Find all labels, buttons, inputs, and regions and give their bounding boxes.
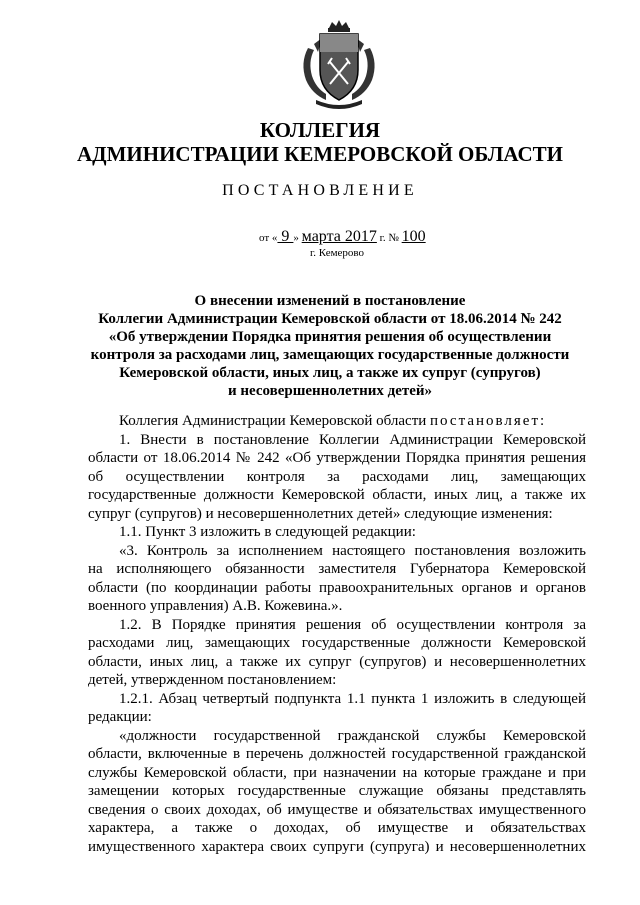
body-line: службы Кемеровской области, при назначении на которые граждане и при (88, 764, 586, 781)
title-line: и несовершеннолетних детей» (227, 383, 433, 399)
body-line: 1. Внести в постановление Коллегии Администрации Кемеровской (119, 431, 586, 448)
body-line: сведения о своих доходах, об имуществе и обязательствах имущественного (88, 801, 586, 818)
org-name-line1: КОЛЛЕГИЯ (259, 118, 381, 142)
preamble (88, 412, 586, 431)
document-number: 100 (401, 228, 426, 245)
body-line: редакции: (88, 709, 152, 725)
title-line: Коллегии Администрации Кемеровской области от 18.06.2014 № 242 (98, 311, 562, 327)
date-prefix: от « (259, 232, 278, 244)
body-line: замещении которых государственные служащие обязаны представлять (88, 783, 586, 799)
document-body (88, 412, 586, 856)
title-line: О внесении изменений в постановление (194, 293, 466, 309)
body-line: детей, утвержденном постановлением: (88, 672, 337, 688)
org-name-line2: АДМИНИСТРАЦИИ КЕМЕРОВСКОЙ ОБЛАСТИ (76, 142, 564, 166)
body-line: области от 18.06.2014 № 242 «Об утверждении Порядка принятия решения (88, 450, 586, 466)
city: г. Кемерово (310, 247, 365, 259)
body-line: на исполняющего обязанности заместителя Губернатора Кемеровской (88, 561, 586, 577)
body-line: «3. Контроль за исполнением настоящего постановления возложить (119, 542, 586, 559)
body-line: «должности государственной гражданской службы Кемеровской (119, 727, 586, 744)
date-line (259, 228, 426, 246)
document-title (70, 292, 590, 400)
coat-of-arms-icon (296, 18, 382, 112)
preamble-verb: постановляет: (430, 413, 547, 429)
date-day: 9 (277, 228, 294, 245)
body-line: супруг (супругов) и несовершеннолетних детей» следующие изменения: (88, 505, 553, 522)
number-prefix: № (385, 232, 402, 244)
title-line: Кемеровской области, иных лиц, а также их супруг (супругов) (119, 365, 541, 381)
document-type: ПОСТАНОВЛЕНИЕ (222, 182, 418, 199)
body-line: области (по координации работы правоохранительных органов и органов (88, 579, 586, 596)
preamble-text: Коллегия Администрации Кемеровской области (119, 413, 431, 429)
body-line: государственные должности Кемеровской области, иных лиц, а также их (88, 487, 586, 503)
body-line: области, иных лиц, а также их супруг (супругов) и несовершеннолетних (88, 653, 586, 670)
body-line: расходами лиц, замещающих государственные должности Кемеровской (88, 635, 586, 651)
title-line: «Об утверждении Порядка принятия решения об осуществлении (108, 329, 552, 345)
body-line: области, включенные в перечень должностей государственной гражданской (88, 746, 586, 762)
body-line: военного управления) А.В. Кожевина.». (88, 598, 343, 614)
body-line: имущественного характера своих супруги (супруга) и несовершеннолетних (88, 838, 586, 855)
body-line: 1.1. Пункт 3 изложить в следующей редакции: (119, 524, 416, 540)
body-line: 1.2.1. Абзац четвертый подпункта 1.1 пункта 1 изложить в следующей (119, 690, 586, 707)
body-line: характера, а также о доходах, об имуществе и обязательствах (88, 820, 586, 836)
body-line: 1.2. В Порядке принятия решения об осуществлении контроля за (119, 616, 586, 633)
date-year-suffix: г. (376, 232, 386, 244)
title-line: контроля за расходами лиц, замещающих государственные должности (90, 347, 570, 363)
date-mid: » (293, 232, 302, 244)
body-line: об осуществлении контроля за расходами лиц, замещающих (88, 468, 586, 485)
date-month-year: марта 2017 (301, 228, 377, 245)
